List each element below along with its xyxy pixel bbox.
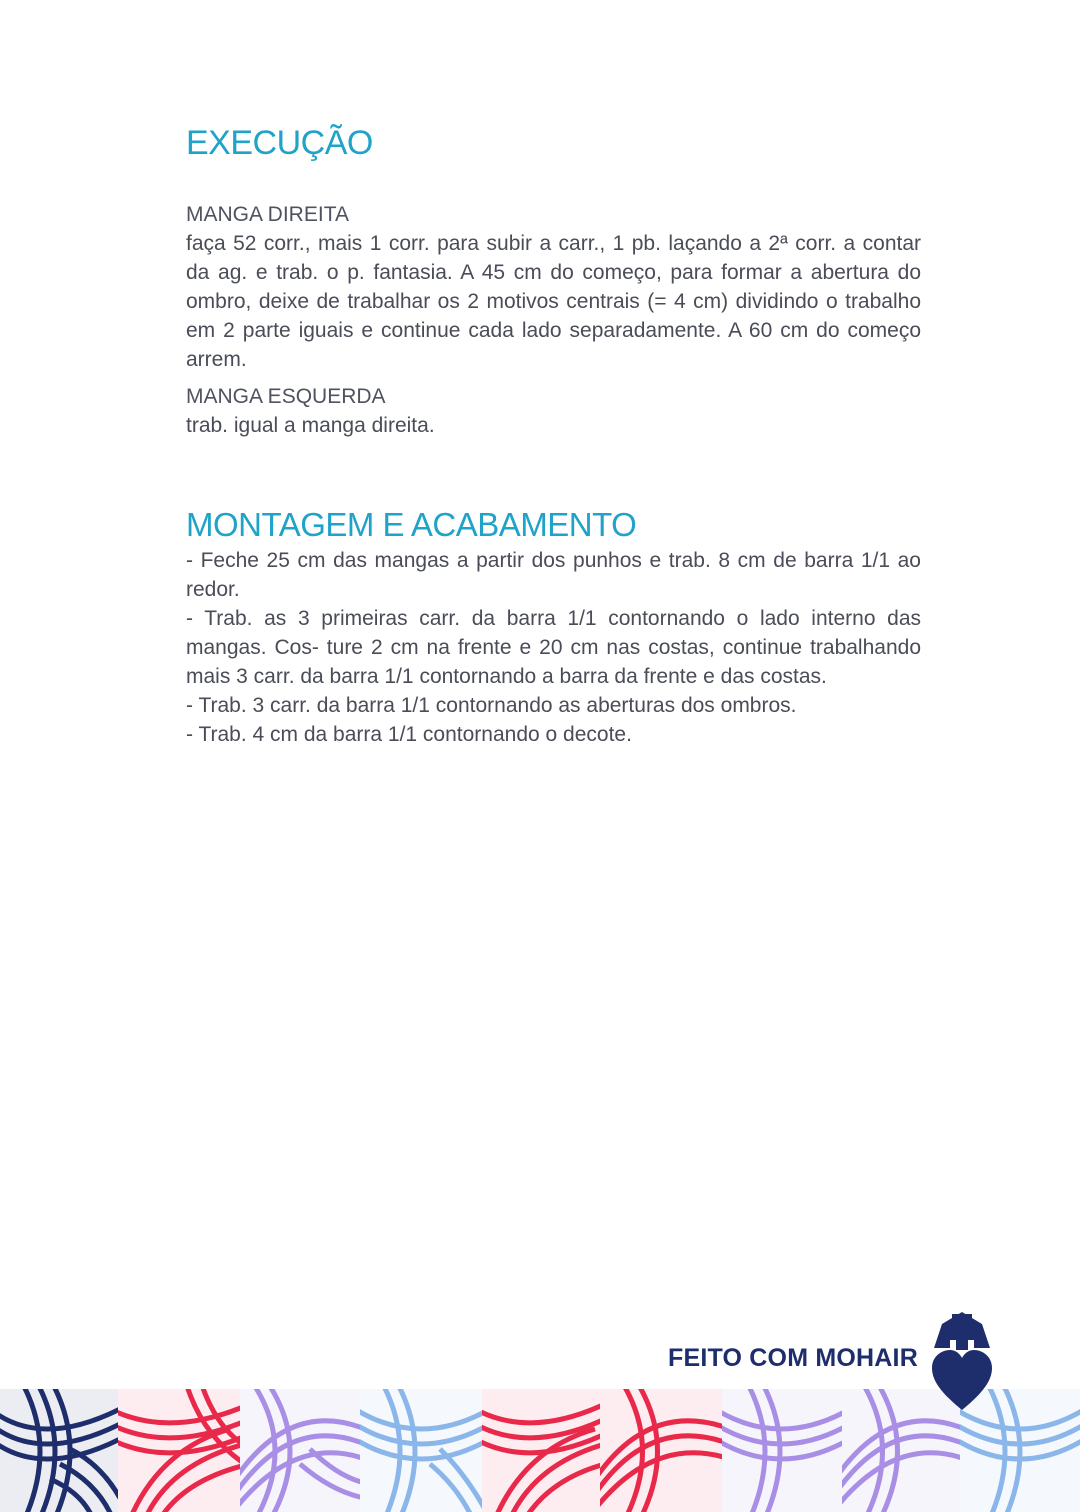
yarn-pattern-strip [0, 1389, 1080, 1512]
brand-text: FEITO COM MOHAIR [668, 1344, 918, 1372]
yarn-tile [0, 1389, 1080, 1512]
manga-esquerda-heading: MANGA ESQUERDA [186, 385, 386, 408]
manga-direita-text: faça 52 corr., mais 1 corr. para subir a carr., 1 pb. laçando a 2ª corr. a contar da ag. e trab. o p. fantasia. A 45 cm do começo, para formar a abertura do ombro, deixe de trabalhar os 2 motivos centrais (= 4 cm) dividindo o trabalho em 2 parte iguais e continue cada lado separadamente. A 60 cm do começo arrem. [186, 232, 921, 371]
heart-yarn-logo-icon [930, 1310, 994, 1414]
manga-esquerda-text: trab. igual a manga direita. [186, 414, 435, 437]
montagem-item: - Feche 25 cm das mangas a partir dos punhos e trab. 8 cm de barra 1/1 ao redor. [186, 549, 921, 601]
section-title-execucao: EXECUÇÃO [186, 124, 373, 162]
manga-esquerda-block [186, 382, 921, 440]
manga-direita-heading: MANGA DIREITA [186, 203, 349, 226]
section-title-montagem: MONTAGEM E ACABAMENTO [186, 506, 637, 543]
montagem-item: - Trab. 3 carr. da barra 1/1 contornando as aberturas dos ombros. [186, 694, 797, 717]
montagem-item: - Trab. as 3 primeiras carr. da barra 1/1 contornando o lado interno das mangas. Cos- ture 2 cm na frente e 20 cm nas costas, continue trabalhando mais 3 carr. da barra 1/1 contornando a barra da frente e das costas. [186, 607, 921, 688]
montagem-list [186, 546, 921, 749]
manga-direita-block [186, 200, 921, 374]
montagem-item: - Trab. 4 cm da barra 1/1 contornando o decote. [186, 723, 632, 746]
